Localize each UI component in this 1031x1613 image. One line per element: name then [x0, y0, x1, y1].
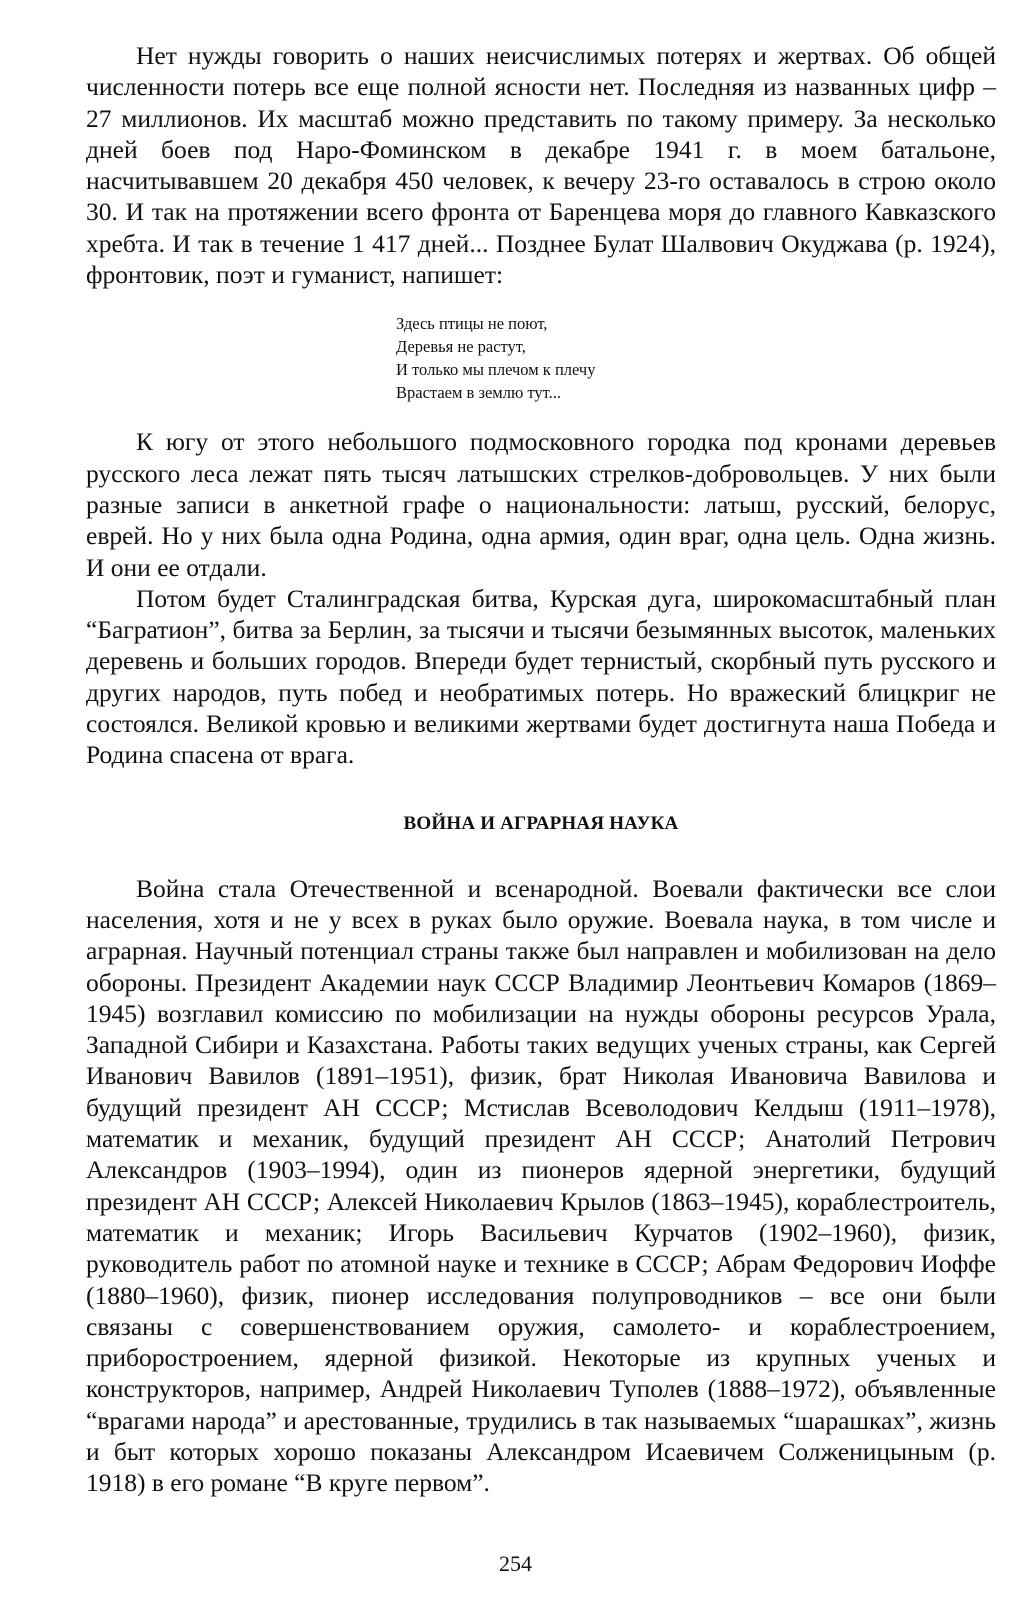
paragraph-victory: Потом будет Сталинградская битва, Курская дуга, широкомасштабный план “Багратион”, битва за Берлин, за тысячи и тысячи безымянных высоток, маленьких деревень и больших городов. Впереди будет тернистый, скорбный путь русского и других народов, путь побед и необратимых потерь. Но вражеский блицкриг не состоялся. Великой кровью и великими жертвами будет достигнута наша Победа и Родина спасена от врага. [86, 583, 996, 770]
paragraph-losses: Нет нужды говорить о наших неисчислимых потерях и жертвах. Об общей численности потерь все еще полной ясности нет. Последняя из названных цифр – 27 миллионов. Их масштаб можно представить по такому примеру. За несколько дней боев под Наро-Фоминском в декабре 1941 г. в моем батальоне, насчитывавшем 20 декабря 450 человек, к вечеру 23-го оставалось в строю около 30. И так на протяжении всего фронта от Баренцева моря до главного Кавказского хребта. И так в течение 1 417 дней... Позднее Булат Шалвович Окуджава (р. 1924), фронтовик, поэт и гуманист, напишет: [86, 41, 996, 290]
poem-line: Деревья не растут, [396, 337, 526, 357]
poem-line: Здесь птицы не поют, [396, 314, 548, 334]
poem-line: И только мы плечом к плечу [396, 360, 596, 380]
poem-quote [396, 312, 996, 404]
paragraph-latvian-riflemen: К югу от этого небольшого подмосковного городка под кронами деревьев русского леса лежат пять тысяч латышских стрелков-добровольцев. У них были разные записи в анкетной графе о национальности: латыш, русский, белорус, еврей. Но у них была одна Родина, одна армия, один враг, одна цель. Одна жизнь. И они ее отдали. [86, 427, 996, 582]
book-page [86, 40, 996, 1499]
page-number: 254 [499, 1551, 532, 1576]
section-heading: ВОЙНА И АГРАРНАЯ НАУКА [403, 812, 679, 834]
paragraph-science-at-war: Война стала Отечественной и всенародной. Воевали фактически все слои населения, хотя и не у всех в руках было оружие. Воевала наука, в том числе и аграрная. Научный потенциал страны также был направлен и мобилизован на дело обороны. Президент Академии наук СССР Владимир Леонтьевич Комаров (1869–1945) возглавил комиссию по мобилизации на нужды обороны ресурсов Урала, Западной Сибири и Казахстана. Работы таких ведущих ученых страны, как Сергей Иванович Вавилов (1891–1951), физик, брат Николая Ивановича Вавилова и будущий президент АН СССР; Мстислав Всеволодович Келдыш (1911–1978), математик и механик, будущий президент АН СССР; Анатолий Петрович Александров (1903–1994), один из пионеров ядерной энергетики, будущий президент АН СССР; Алексей Николаевич Крылов (1863–1945), кораблестроитель, математик и механик; Игорь Васильевич Курчатов (1902–1960), физик, руководитель работ по атомной науке и технике в СССР; Абрам Федорович Иоффе (1880–1960), физик, пионер исследования полупроводников – все они были связаны с совершенствованием оружия, самолето- и кораблестроением, приборостроением, ядерной физикой. Некоторые из крупных ученых и конструкторов, например, Андрей Николаевич Туполев (1888–1972), объявленные “врагами народа” и арестованные, трудились в так называемых “шарашках”, жизнь и быт которых хорошо показаны Александром Исаевичем Солженицыным (р. 1918) в его романе “В круге первом”. [86, 873, 996, 1498]
poem-line: Врастаем в землю тут... [396, 383, 561, 403]
